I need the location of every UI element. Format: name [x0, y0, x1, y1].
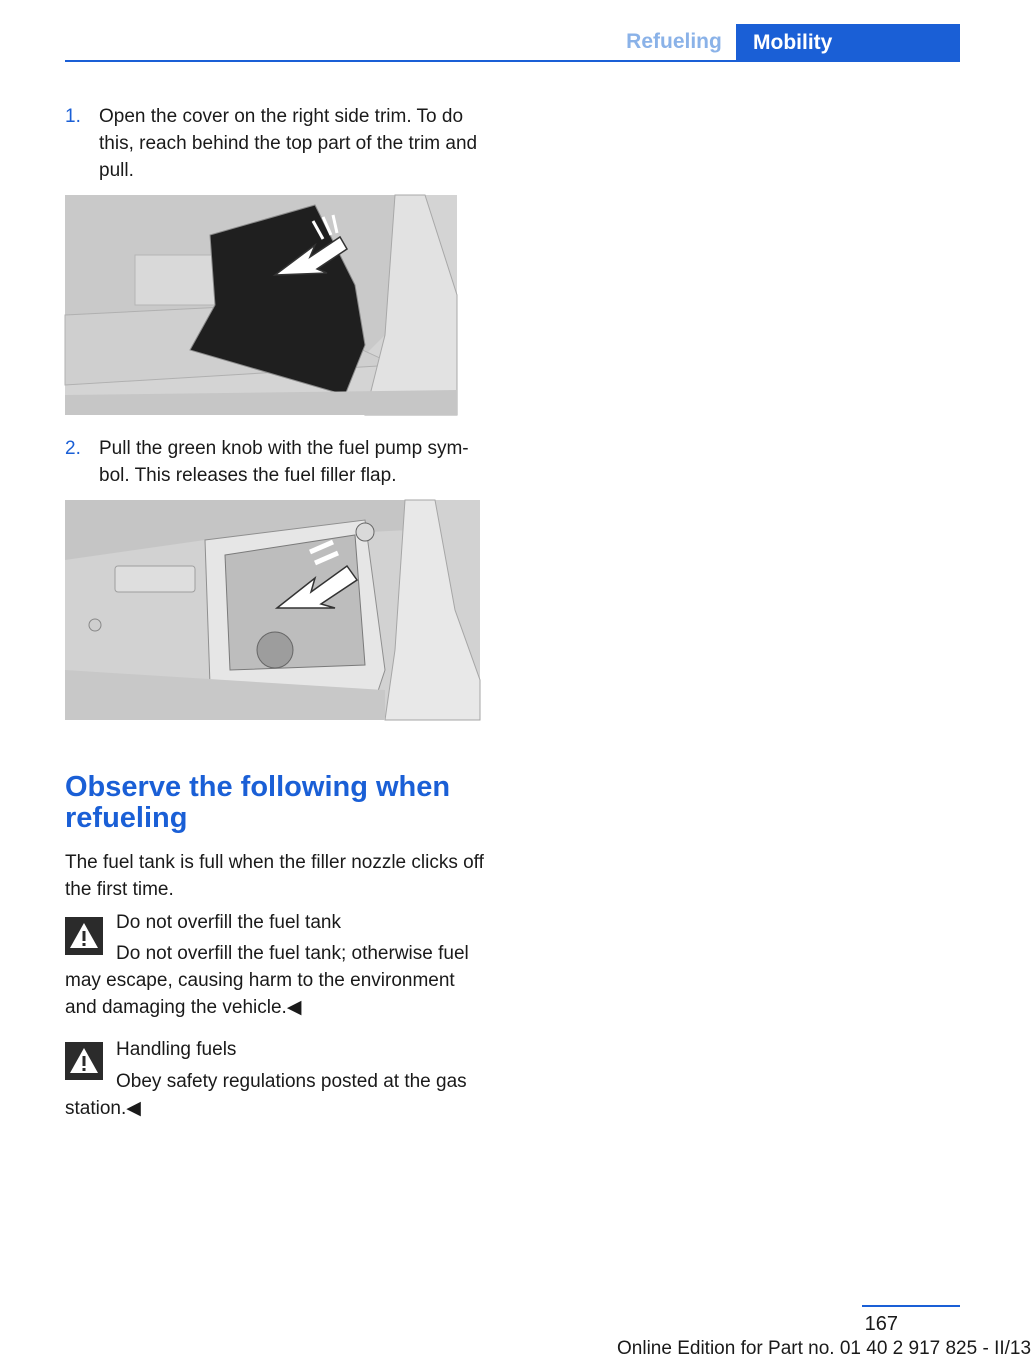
- edition-note: Online Edition for Part no. 01 40 2 917 825 - II/13: [617, 1338, 1031, 1359]
- step-1-text: Open the cover on the right side trim. To do this, reach behind the top part of the trim and pull.: [99, 106, 478, 181]
- step-2-text: Pull the green knob with the fuel pump sym‐bol. This releases the fuel filler flap.: [99, 438, 469, 486]
- warning-1-body: Do not overfill the fuel tank; otherwise fuel may escape, causing harm to the environment and damaging the vehicle.◀: [65, 943, 469, 1018]
- warning-1-title: Do not overfill the fuel tank: [116, 912, 341, 933]
- header-chapter-tab: Mobility: [736, 24, 960, 62]
- header-section-tab: Refueling: [626, 30, 722, 53]
- step-2: [65, 435, 485, 489]
- footer-rule: [862, 1305, 960, 1307]
- page-number: 167: [864, 1313, 898, 1335]
- step-2-number: 2.: [65, 438, 81, 459]
- figure-fuel-knob: [65, 500, 480, 720]
- trim-cover-illustration: [65, 195, 457, 415]
- warning-2-body: Obey safety regulations posted at the gas station.◀: [65, 1071, 467, 1119]
- header-rule: [65, 60, 960, 62]
- section-heading: Observe the following when refueling: [65, 771, 451, 834]
- fuel-knob-illustration: [65, 500, 480, 720]
- step-1: [65, 103, 485, 184]
- warning-2-title: Handling fuels: [116, 1039, 237, 1060]
- step-1-number: 1.: [65, 106, 81, 127]
- figure-trim-cover: [65, 195, 457, 415]
- section-intro: The fuel tank is full when the filler nozzle clicks off the first time.: [65, 852, 484, 900]
